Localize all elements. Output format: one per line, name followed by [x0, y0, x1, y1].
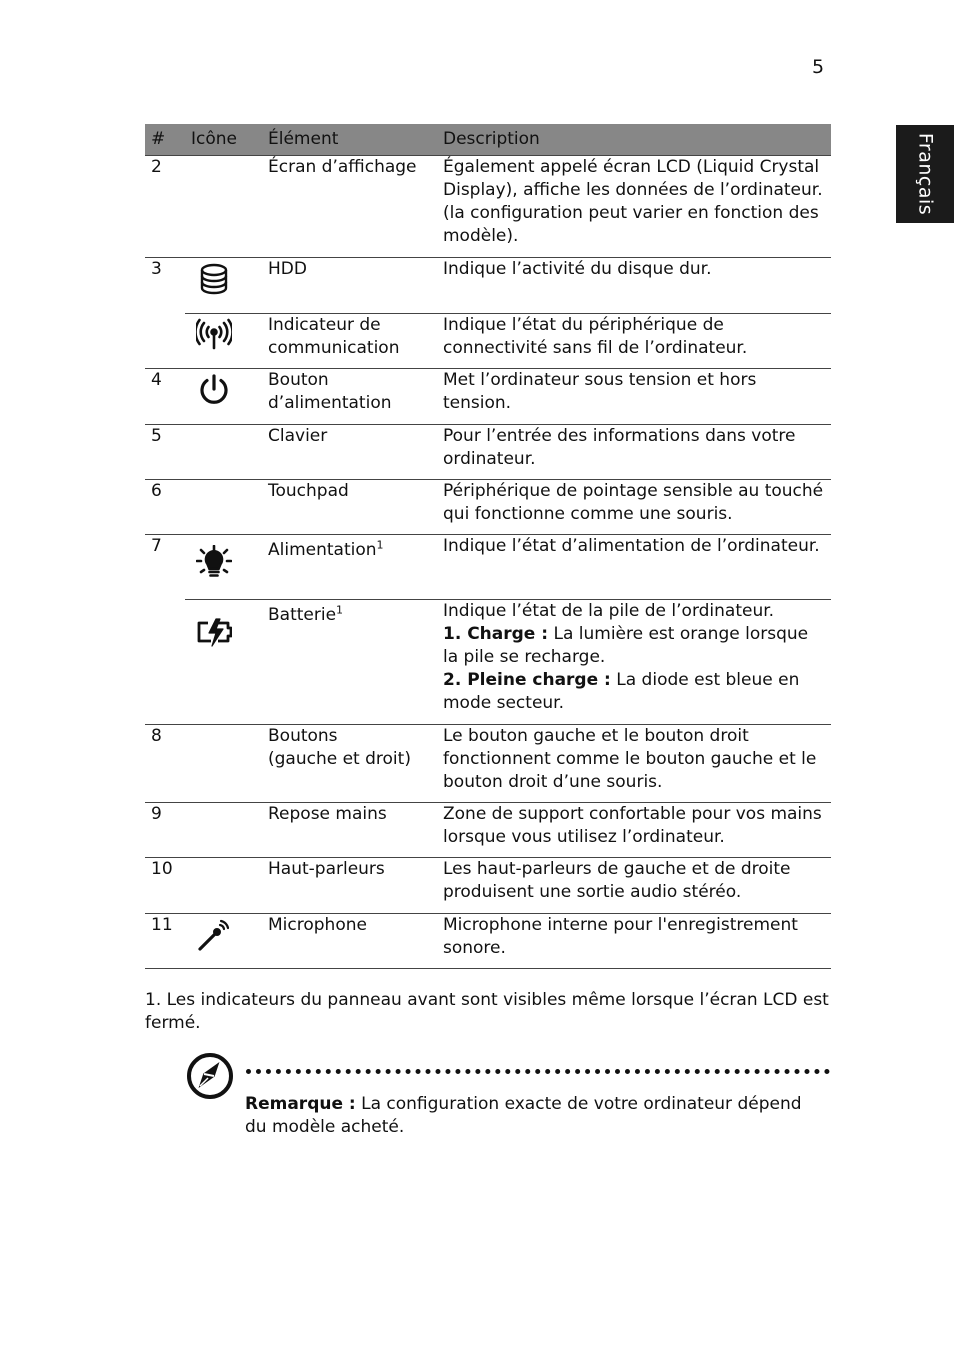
- note-icon: [186, 1052, 234, 1100]
- table-row: [145, 314, 831, 369]
- hdd-icon: [196, 261, 232, 297]
- row-element: Repose mains: [262, 803, 437, 858]
- table-row: [145, 914, 831, 969]
- battery-description: Indique l’état de la pile de l’ordinateur.: [443, 601, 775, 621]
- row-description: Périphérique de pointage sensible au touché qui fonctionne comme une souris.: [437, 480, 831, 535]
- row-element: Clavier: [262, 425, 437, 480]
- note-divider: [246, 1069, 830, 1074]
- table-row: [145, 480, 831, 535]
- element-sublabel: (gauche et droit): [268, 749, 411, 769]
- language-tab: [896, 125, 954, 223]
- element-label: Alimentation: [268, 540, 377, 560]
- row-icon-cell: [185, 914, 262, 969]
- charge-text: La lumière est orange lorsque la pile se recharge.: [443, 624, 809, 667]
- table-row: [145, 600, 831, 725]
- charge-label: 1. Charge :: [443, 624, 549, 644]
- row-icon-cell: [185, 369, 262, 425]
- microphone-icon: [196, 917, 232, 953]
- note-text: La configuration exacte de votre ordinateur dépend du modèle acheté.: [245, 1094, 802, 1137]
- row-num: 4: [145, 369, 185, 425]
- row-description: [437, 600, 831, 725]
- row-element: Microphone: [262, 914, 437, 969]
- row-description: Pour l’entrée des informations dans votre ordinateur.: [437, 425, 831, 480]
- row-element: Écran d’affichage: [262, 156, 437, 258]
- table-row: [145, 425, 831, 480]
- row-num: 11: [145, 914, 185, 969]
- element-label: Boutons: [268, 726, 338, 746]
- row-num: 2: [145, 156, 185, 258]
- header-description: Description: [437, 124, 831, 156]
- row-num: 3: [145, 258, 185, 369]
- row-description: Zone de support confortable pour vos mains lorsque vous utilisez l’ordinateur.: [437, 803, 831, 858]
- row-element: Indicateur de communication: [262, 314, 437, 369]
- row-element: HDD: [262, 258, 437, 314]
- row-element: Touchpad: [262, 480, 437, 535]
- note: [245, 1093, 825, 1139]
- header-element: Élément: [262, 124, 437, 156]
- table-row: [145, 803, 831, 858]
- row-num: 5: [145, 425, 185, 480]
- row-element: Haut-parleurs: [262, 858, 437, 914]
- table-row: [145, 258, 831, 314]
- row-num: 7: [145, 535, 185, 725]
- row-icon-cell: [185, 600, 262, 725]
- row-icon-cell: [185, 803, 262, 858]
- table-row: [145, 369, 831, 425]
- header-num: #: [145, 124, 185, 156]
- footnote-ref: 1: [376, 538, 384, 552]
- table-row: [145, 156, 831, 258]
- row-icon-cell: [185, 258, 262, 314]
- power-light-icon: [196, 545, 232, 581]
- footnote-ref: 1: [336, 603, 344, 617]
- row-num: 9: [145, 803, 185, 858]
- row-num: 6: [145, 480, 185, 535]
- row-num: 10: [145, 858, 185, 914]
- row-num: 8: [145, 725, 185, 803]
- row-description: Le bouton gauche et le bouton droit fonctionnent comme le bouton gauche et le bouton droit d’une souris.: [437, 725, 831, 803]
- language-tab-label: Français: [914, 132, 937, 216]
- full-charge-text: La diode est bleue en mode secteur.: [443, 670, 800, 713]
- row-icon-cell: [185, 314, 262, 369]
- row-description: Également appelé écran LCD (Liquid Crystal Display), affiche les données de l’ordinateur. (la configuration peut varier en fonction des modèle).: [437, 156, 831, 258]
- row-element: [262, 600, 437, 725]
- footnote: 1. Les indicateurs du panneau avant sont visibles même lorsque l’écran LCD est fermé.: [145, 990, 829, 1033]
- page-number: 5: [812, 56, 825, 78]
- table-row: [145, 858, 831, 914]
- row-description: Les haut-parleurs de gauche et de droite produisent une sortie audio stéréo.: [437, 858, 831, 914]
- battery-icon: [196, 614, 232, 650]
- row-element: Bouton d’alimentation: [262, 369, 437, 425]
- table-header-row: [145, 124, 831, 156]
- row-icon-cell: [185, 480, 262, 535]
- row-icon-cell: [185, 535, 262, 600]
- row-element: [262, 535, 437, 600]
- wireless-icon: [196, 317, 232, 353]
- element-label: Batterie: [268, 605, 337, 625]
- note-label: Remarque :: [245, 1094, 356, 1114]
- table-row: [145, 535, 831, 600]
- row-icon-cell: [185, 156, 262, 258]
- row-icon-cell: [185, 425, 262, 480]
- components-table: [145, 124, 831, 969]
- row-icon-cell: [185, 858, 262, 914]
- battery-full-item: [443, 669, 825, 715]
- row-description: Met l’ordinateur sous tension et hors tension.: [437, 369, 831, 425]
- table-row: [145, 725, 831, 803]
- row-description: Indique l’état du périphérique de connectivité sans fil de l’ordinateur.: [437, 314, 831, 369]
- full-charge-label: 2. Pleine charge :: [443, 670, 611, 690]
- header-icon: Icône: [185, 124, 262, 156]
- power-icon: [196, 372, 232, 408]
- row-description: Microphone interne pour l'enregistrement sonore.: [437, 914, 831, 969]
- row-description: Indique l’état d’alimentation de l’ordinateur.: [437, 535, 831, 600]
- row-description: Indique l’activité du disque dur.: [437, 258, 831, 314]
- row-icon-cell: [185, 725, 262, 803]
- battery-charge-item: [443, 623, 825, 669]
- row-element: [262, 725, 437, 803]
